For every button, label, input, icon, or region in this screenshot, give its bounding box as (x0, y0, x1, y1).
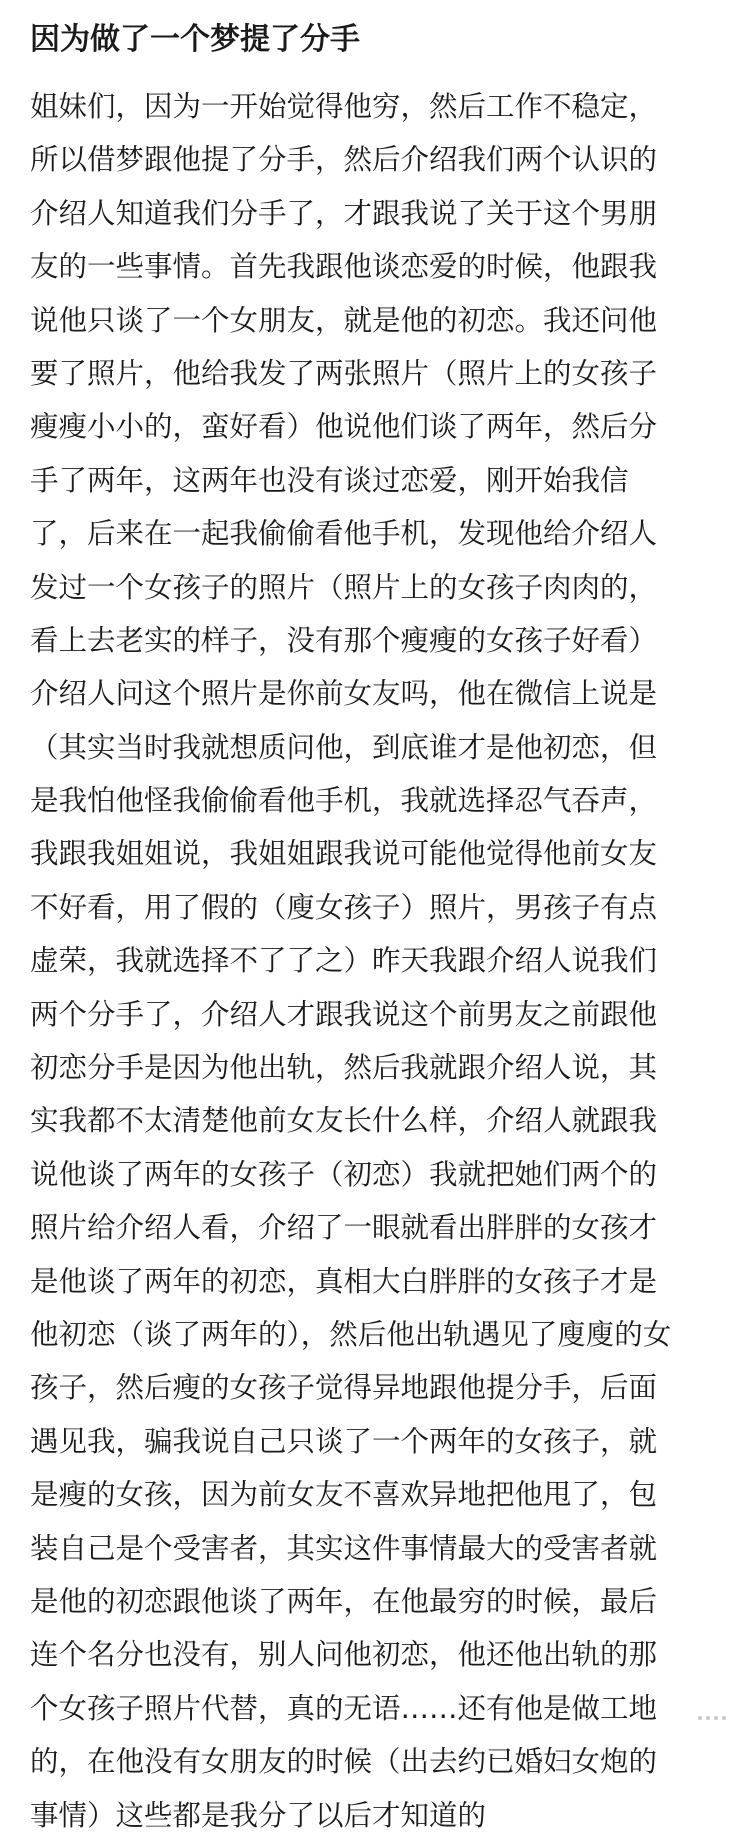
body-line: 手了两年，这两年也没有谈过恋爱，刚开始我信 (30, 463, 629, 497)
body-line: 介绍人问这个照片是你前女友吗，他在微信上说是 (30, 677, 658, 711)
body-line: 两个分手了，介绍人才跟我说这个前男友之前跟他 (30, 997, 658, 1031)
body-line: 我跟我姐姐说，我姐姐跟我说可能他觉得他前女友 (30, 837, 658, 871)
body-line: 发过一个女孩子的照片（照片上的女孩子肉肉的， (30, 570, 658, 604)
body-line: 友的一些事情。首先我跟他谈恋爱的时候，他跟我 (30, 250, 658, 284)
body-line: 所以借梦跟他提了分手，然后介绍我们两个认识的 (30, 143, 658, 177)
body-line: 了，后来在一起我偷偷看他手机，发现他给介绍人 (30, 517, 658, 551)
body-line: 看上去老实的样子，没有那个瘦瘦的女孩子好看） (30, 623, 658, 657)
post-title: 因为做了一个梦提了分手 (30, 22, 360, 57)
body-line: 是他谈了两年的初恋，真相大白胖胖的女孩子才是 (30, 1264, 658, 1298)
body-line: 瘦瘦小小的，蛮好看）他说他们谈了两年，然后分 (30, 410, 658, 444)
body-line: 是瘦的女孩，因为前女友不喜欢异地把他甩了，包 (30, 1478, 658, 1512)
dot (698, 1716, 702, 1720)
post-body (30, 80, 730, 1842)
body-line: 遇见我，骗我说自己只谈了一个两年的女孩子，就 (30, 1424, 658, 1458)
body-line: 照片给介绍人看，介绍了一眼就看出胖胖的女孩才 (30, 1211, 658, 1245)
body-line: 连个名分也没有，别人问他初恋，他还他出轨的那 (30, 1638, 658, 1672)
body-line: 的，在他没有女朋友的时候（出去约已婚妇女炮的 (30, 1745, 658, 1779)
body-line: 是我怕他怪我偷偷看他手机，我就选择忍气吞声， (30, 784, 658, 818)
body-line: 说他谈了两年的女孩子（初恋）我就把她们两个的 (30, 1157, 658, 1191)
body-line: 孩子，然后瘦的女孩子觉得异地跟他提分手，后面 (30, 1371, 658, 1405)
body-line: 介绍人知道我们分手了，才跟我说了关于这个男朋 (30, 196, 658, 230)
dot (706, 1716, 710, 1720)
body-line: 不好看，用了假的（廋女孩子）照片，男孩子有点 (30, 890, 658, 924)
body-line: 个女孩子照片代替，真的无语……还有他是做工地 (30, 1691, 658, 1725)
body-line: 他初恋（谈了两年的），然后他出轨遇见了廋廋的女 (30, 1317, 672, 1351)
body-line: 事情）这些都是我分了以后才知道的 (30, 1798, 487, 1832)
body-line: 要了照片，他给我发了两张照片（照片上的女孩子 (30, 356, 658, 390)
body-line: 姐妹们，因为一开始觉得他穷，然后工作不稳定， (30, 90, 658, 123)
dot (722, 1716, 726, 1720)
body-line: 说他只谈了一个女朋友，就是他的初恋。我还问他 (30, 303, 658, 337)
body-line: （其实当时我就想质问他，到底谁才是他初恋，但 (30, 730, 658, 764)
body-line: 初恋分手是因为他出轨，然后我就跟介绍人说，其 (30, 1051, 658, 1085)
more-dots-icon (698, 1716, 726, 1720)
body-line: 装自己是个受害者，其实这件事情最大的受害者就 (30, 1531, 658, 1565)
dot (714, 1716, 718, 1720)
body-line: 是他的初恋跟他谈了两年，在他最穷的时候，最后 (30, 1584, 658, 1618)
body-line: 虚荣，我就选择不了了之）昨天我跟介绍人说我们 (30, 944, 658, 978)
body-line: 实我都不太清楚他前女友长什么样，介绍人就跟我 (30, 1104, 658, 1138)
